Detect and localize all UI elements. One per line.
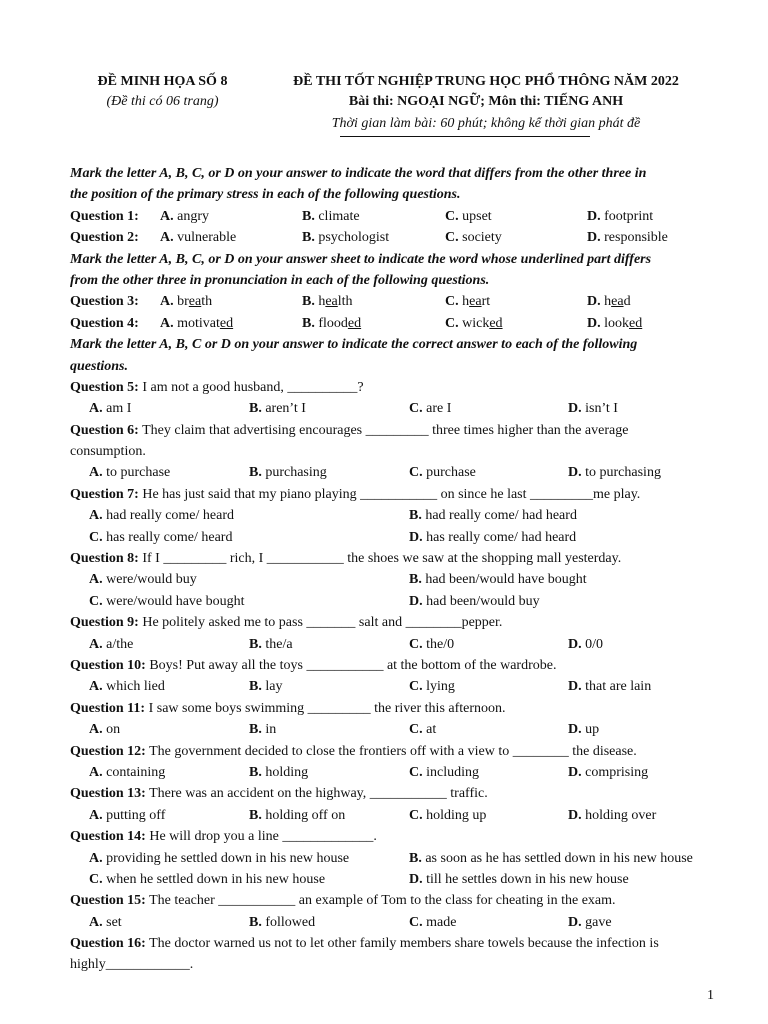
question-7-options-ab — [70, 505, 722, 526]
question-14-options-cd — [70, 869, 722, 890]
question-8-stem — [70, 548, 722, 569]
instruction-line: Mark the letter A, B, C, or D on your answer sheet to indicate the word whose underlined part differs — [70, 251, 652, 267]
question-6-stem — [70, 420, 722, 441]
option-c[interactable]: C. including — [409, 764, 480, 780]
question-label: Question 9: — [70, 615, 139, 631]
option-a[interactable]: A. which lied — [89, 679, 165, 695]
page-count-note: (Đề thi có 06 trang) — [106, 94, 219, 109]
option-a[interactable]: A. angry — [160, 208, 210, 224]
option-d[interactable]: D. comprising — [568, 764, 649, 780]
question-10-options — [70, 676, 722, 697]
instruction-line: Mark the letter A, B, C or D on your answer to indicate the correct answer to each of the following — [70, 337, 638, 353]
option-a[interactable]: A. providing he settled down in his new house — [89, 850, 350, 866]
exam-code-title: ĐỀ MINH HỌA SỐ 8 — [97, 74, 228, 89]
option-c[interactable]: C. lying — [409, 679, 455, 695]
page-number: 1 — [707, 988, 714, 1003]
question-text: The teacher ___________ an example of Tom to the class for cheating in the exam. — [149, 893, 616, 909]
instruction-pronunciation — [70, 249, 722, 292]
question-label: Question 2: — [70, 230, 139, 246]
option-b[interactable]: B. the/a — [249, 636, 293, 652]
option-d[interactable]: D. had been/would buy — [409, 593, 540, 609]
option-d[interactable]: D. head — [587, 294, 631, 310]
instruction-line: questions. — [70, 358, 128, 374]
instruction-line: from the other three in pronunciation in each of the following questions. — [70, 272, 490, 288]
option-b[interactable]: B. psychologist — [302, 230, 390, 246]
option-d[interactable]: D. footprint — [587, 208, 654, 224]
option-a[interactable]: A. putting off — [89, 807, 166, 823]
question-label: Question 11: — [70, 700, 146, 716]
question-label: Question 6: — [70, 422, 139, 438]
question-8-options-cd — [70, 591, 722, 612]
time-allowed: Thời gian làm bài: 60 phút; không kể thời gian phát đề — [331, 116, 641, 131]
option-c[interactable]: C. society — [445, 230, 502, 246]
question-1 — [70, 206, 722, 227]
option-d[interactable]: D. till he settles down in his new house — [409, 871, 629, 887]
question-label: Question 1: — [70, 208, 139, 224]
question-15-stem — [70, 890, 722, 911]
question-text: He politely asked me to pass _______ salt and ________pepper. — [142, 615, 503, 631]
question-text: highly____________. — [70, 957, 194, 973]
question-4 — [70, 313, 722, 334]
option-c[interactable]: C. at — [409, 722, 437, 738]
question-label: Question 5: — [70, 379, 139, 395]
option-a[interactable]: A. to purchase — [89, 465, 171, 481]
option-d[interactable]: D. to purchasing — [568, 465, 661, 481]
option-c[interactable]: C. holding up — [409, 807, 487, 823]
question-15-options — [70, 912, 722, 933]
question-8-options-ab — [70, 569, 722, 590]
option-b[interactable]: B. climate — [302, 208, 360, 224]
question-label: Question 10: — [70, 657, 146, 673]
option-b[interactable]: B. followed — [249, 914, 316, 930]
option-c[interactable]: C. the/0 — [409, 636, 455, 652]
option-c[interactable]: C. purchase — [409, 465, 476, 481]
question-11-options — [70, 719, 722, 740]
option-b[interactable]: B. in — [249, 722, 277, 738]
option-a[interactable]: A. containing — [89, 764, 166, 780]
question-14-stem — [70, 826, 722, 847]
question-13-options — [70, 805, 722, 826]
option-d[interactable]: D. 0/0 — [568, 636, 604, 652]
question-5-options — [70, 398, 722, 419]
question-12-stem — [70, 741, 722, 762]
option-b[interactable]: B. purchasing — [249, 465, 327, 481]
option-d[interactable]: D. gave — [568, 914, 612, 930]
question-text: There was an accident on the highway, ___________ traffic. — [149, 786, 488, 802]
option-c[interactable]: C. were/would have bought — [89, 593, 245, 609]
question-2 — [70, 227, 722, 248]
question-9-options — [70, 634, 722, 655]
option-b[interactable]: B. had been/would have bought — [409, 572, 587, 588]
subject-line: Bài thi: NGOẠI NGỮ; Môn thi: TIẾNG ANH — [348, 94, 624, 109]
header-right — [258, 72, 714, 134]
option-c[interactable]: C. when he settled down in his new house — [89, 871, 326, 887]
question-text: Boys! Put away all the toys ___________ at the bottom of the wardrobe. — [149, 657, 557, 673]
question-label: Question 3: — [70, 294, 139, 310]
option-a[interactable]: A. breath — [160, 294, 213, 310]
option-a[interactable]: A. on — [89, 722, 121, 738]
question-text: If I _________ rich, I ___________ the shoes we saw at the shopping mall yesterday. — [142, 551, 622, 567]
question-13-stem — [70, 783, 722, 804]
question-label: Question 4: — [70, 315, 139, 331]
option-d[interactable]: D. has really come/ had heard — [409, 529, 577, 545]
questions-content — [70, 163, 722, 976]
instruction-line: the position of the primary stress in each of the following questions. — [70, 187, 461, 203]
option-d[interactable]: D. that are lain — [568, 679, 652, 695]
question-text: I am not a good husband, __________? — [142, 379, 364, 395]
question-3 — [70, 291, 722, 312]
question-14-options-ab — [70, 848, 722, 869]
question-16-stem — [70, 933, 722, 954]
option-b[interactable]: B. health — [302, 294, 353, 310]
instruction-line: Mark the letter A, B, C, or D on your answer to indicate the word that differs from the other three in — [70, 166, 647, 181]
option-a[interactable]: A. am I — [89, 401, 132, 417]
instruction-correct-answer — [70, 334, 722, 377]
question-text: He will drop you a line _____________. — [149, 829, 377, 845]
option-c[interactable]: C. heart — [445, 294, 491, 310]
option-b[interactable]: B. had really come/ had heard — [409, 508, 577, 524]
option-c[interactable]: C. upset — [445, 208, 492, 224]
option-a[interactable]: A. motivated — [160, 315, 234, 331]
option-b[interactable]: B. flooded — [302, 315, 362, 331]
header-underline — [340, 136, 590, 137]
question-label: Question 8: — [70, 551, 139, 567]
question-6-stem-cont — [70, 441, 722, 462]
option-c[interactable]: C. has really come/ heard — [89, 529, 233, 545]
exam-title: ĐỀ THI TỐT NGHIỆP TRUNG HỌC PHỔ THÔNG NĂM 2022 — [293, 74, 679, 89]
question-6-options — [70, 462, 722, 483]
question-text: They claim that advertising encourages _________ three times higher than the average — [142, 422, 629, 438]
option-a[interactable]: A. a/the — [89, 636, 134, 652]
option-b[interactable]: B. holding — [249, 764, 309, 780]
option-c[interactable]: C. wicked — [445, 315, 503, 331]
question-text: He has just said that my piano playing ___________ on since he last _________me play. — [142, 486, 641, 502]
option-b[interactable]: B. lay — [249, 679, 283, 695]
option-b[interactable]: B. holding off on — [249, 807, 346, 823]
question-text: consumption. — [70, 444, 146, 460]
option-c[interactable]: C. are I — [409, 401, 452, 417]
option-d[interactable]: D. isn’t I — [568, 401, 618, 417]
option-d[interactable]: D. holding over — [568, 807, 657, 823]
question-text: The doctor warned us not to let other family members share towels because the infection is — [149, 936, 659, 952]
question-label: Question 7: — [70, 486, 139, 502]
question-16-stem-cont — [70, 954, 722, 975]
option-a[interactable]: A. vulnerable — [160, 230, 237, 246]
option-c[interactable]: C. made — [409, 914, 457, 930]
question-12-options — [70, 762, 722, 783]
question-7-stem — [70, 484, 722, 505]
option-b[interactable]: B. aren’t I — [249, 401, 306, 417]
question-5-stem — [70, 377, 722, 398]
question-label: Question 16: — [70, 936, 146, 952]
question-9-stem — [70, 612, 722, 633]
option-b[interactable]: B. as soon as he has settled down in his new house — [409, 850, 693, 866]
question-10-stem — [70, 655, 722, 676]
option-a[interactable]: A. were/would buy — [89, 572, 197, 588]
option-d[interactable]: D. responsible — [587, 230, 668, 246]
question-text: The government decided to close the frontiers off with a view to ________ the disease. — [149, 743, 637, 759]
question-7-options-cd — [70, 527, 722, 548]
option-a[interactable]: A. set — [89, 914, 122, 930]
instruction-stress — [70, 163, 722, 206]
option-a[interactable]: A. had really come/ heard — [89, 508, 235, 524]
question-text: I saw some boys swimming _________ the river this afternoon. — [148, 700, 506, 716]
question-11-stem — [70, 698, 722, 719]
question-label: Question 15: — [70, 893, 146, 909]
question-label: Question 12: — [70, 743, 146, 759]
option-d[interactable]: D. looked — [587, 315, 643, 331]
option-d[interactable]: D. up — [568, 722, 600, 738]
question-label: Question 13: — [70, 786, 146, 802]
header-left — [70, 72, 255, 112]
question-label: Question 14: — [70, 829, 146, 845]
